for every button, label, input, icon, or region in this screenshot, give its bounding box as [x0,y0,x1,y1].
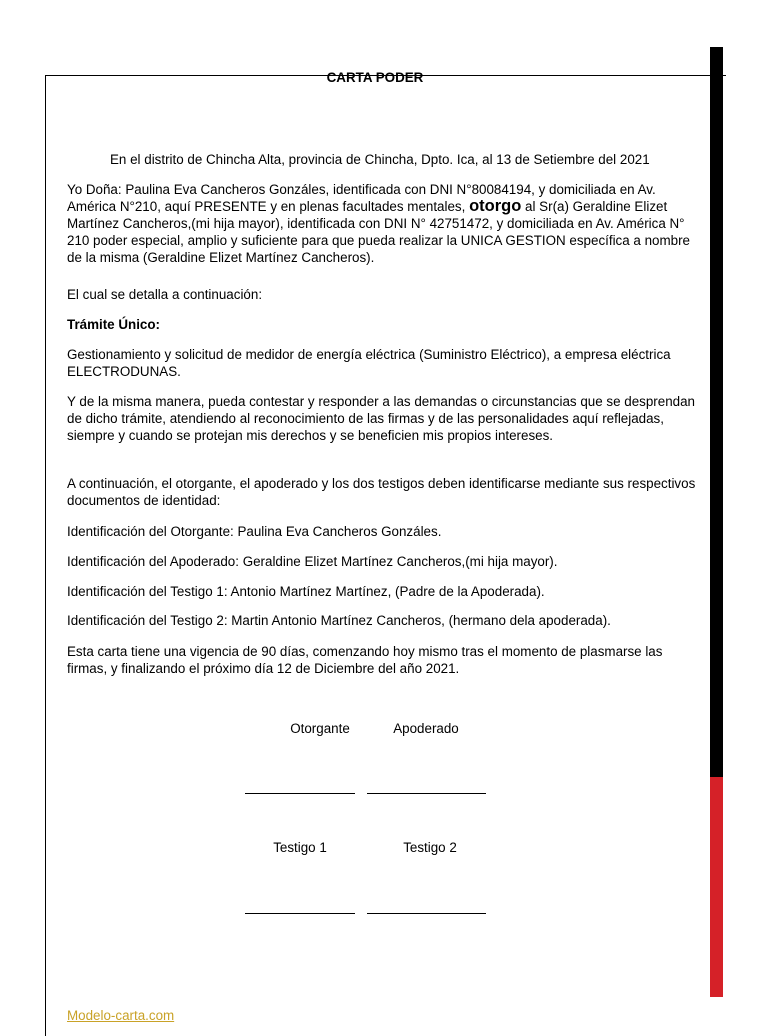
id-testigo-2: Identificación del Testigo 2: Martin Antonio Martínez Cancheros, (hermano dela apoderada). [67,613,611,628]
grant-bold-word: otorgo [469,197,522,215]
id-otorgante: Identificación del Otorgante: Paulina Eva Cancheros Gonzáles. [67,524,442,539]
place-date-line: En el distrito de Chincha Alta, provincia de Chincha, Dpto. Ica, al 13 de Setiembre del 2021 [110,152,650,167]
grant-text-a: Yo Doña: Paulina Eva Cancheros Gonzáles, identificada con DNI N°80084194, y domiciliada en Av. América N°210, aquí PRESENTE y en plenas facultades mentales, [67,182,656,214]
footer-site-link[interactable]: Modelo-carta.com [67,1008,175,1023]
document-title: CARTA PODER [326,70,424,85]
signature-line-testigo-2 [367,913,486,914]
tramite-heading: Trámite Único: [67,317,161,332]
side-bar-black [710,47,723,777]
paragraph-validity: Esta carta tiene una vigencia de 90 días, comenzando hoy mismo tras el momento de plasmarse las firmas, y finalizando el próximo día 12 de Diciembre del año 2021. [67,644,663,676]
signature-label-testigo-1: Testigo 1 [273,840,327,855]
paragraph-manner: Y de la misma manera, pueda contestar y responder a las demandas o circunstancias que se desprendan de dicho trámite, atendiendo al reconocimiento de las firmas y de las personalidades aquí reflejadas, siempre y cuando se protejan mis derechos y se beneficien mis propios intereses. [67,394,695,443]
id-testigo-1: Identificación del Testigo 1: Antonio Martínez Martínez, (Padre de la Apoderada). [67,584,545,599]
signature-label-apoderado: Apoderado [393,721,459,736]
signature-label-testigo-2: Testigo 2 [403,840,457,855]
paragraph-identify: A continuación, el otorgante, el apoderado y los dos testigos deben identificarse mediante sus respectivos documentos de identidad: [67,476,696,508]
id-apoderado: Identificación del Apoderado: Geraldine Elizet Martínez Cancheros,(mi hija mayor). [67,554,558,569]
paragraph-detail-intro: El cual se detalla a continuación: [67,287,263,302]
signature-line-testigo-1 [245,913,355,914]
signature-line-apoderado [367,793,486,794]
signature-label-otorgante: Otorgante [290,721,350,736]
signature-line-otorgante [245,793,355,794]
grant-text-b: al Sr(a) Geraldine Elizet Martínez Cancheros,(mi hija mayor), identificada con DNI N° 42751472, y domiciliada en Av. América N° 210 poder especial, amplio y suficiente para que pueda realizar la UNICA GESTION específica a nombre de la misma (Geraldine Elizet Martínez Cancheros). [67,199,690,265]
side-bar-red [710,777,723,997]
paragraph-grant [67,181,703,266]
paragraph-tramite: Gestionamiento y solicitud de medidor de energía eléctrica (Suministro Eléctrico), a empresa eléctrica ELECTRODUNAS. [67,347,671,379]
